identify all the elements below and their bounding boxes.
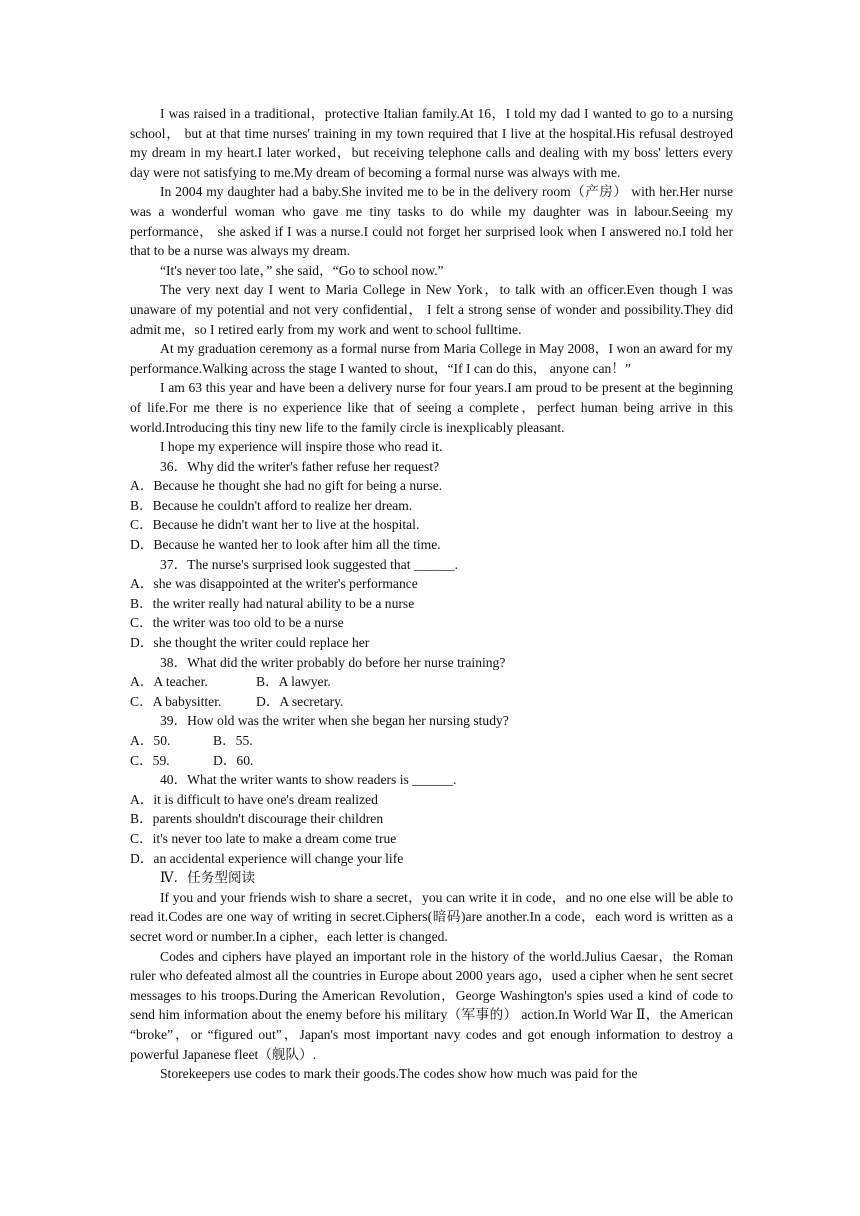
option-c: C．Because he didn't want her to live at the hospital.: [130, 517, 420, 533]
passage-paragraph: In 2004 my daughter had a baby.She invited me to be in the delivery room（产房） with her.Her nurse was a wonderful woman who gave me tiny tasks to do while my daughter was in labour.Seeing my performance， she asked if I was a nurse.I could not forget her surprised look when I answered no.I told her that to be a nurse was always my dream.: [130, 184, 733, 259]
option-a: A．she was disappointed at the writer's performance: [130, 576, 418, 592]
passage2-paragraph: If you and your friends wish to share a secret，you can write it in code，and no one else will be able to read it.Codes are one way of writing in secret.Ciphers(暗码)are another.In a code，each word is written as a secret word or number.In a cipher，each letter is changed.: [130, 889, 733, 944]
question-39: [130, 711, 733, 770]
option-d: D．Because he wanted her to look after him all the time.: [130, 537, 441, 553]
option-a: A．Because he thought she had no gift for being a nurse.: [130, 478, 443, 494]
option-a: A．it is difficult to have one's dream realized: [130, 791, 378, 807]
option-d: D．60.: [213, 752, 254, 768]
passage2-paragraph: Codes and ciphers have played an important role in the history of the world.Julius Caesar，the Roman ruler who defeated almost all the countries in Europe about 2000 years ago，used a cipher when he sent secret messages to his troops.During the American Revolution，George Washington's spies used a kind of code to send him information about the enemy before his military（军事的） action.In World War Ⅱ，the American “broke”，or “figured out”，Japan's most important navy codes and got enough information to destroy a powerful Japanese fleet（舰队）.: [130, 948, 733, 1062]
question-stem: 40．What the writer wants to show readers is ______.: [160, 772, 457, 788]
option-b: B．parents shouldn't discourage their children: [130, 811, 384, 827]
passage2-paragraph: Storekeepers use codes to mark their goods.The codes show how much was paid for the: [160, 1066, 638, 1082]
option-c: C．59.: [130, 752, 170, 768]
section-heading: Ⅳ．任务型阅读: [160, 870, 256, 886]
option-b: B．Because he couldn't afford to realize her dream.: [130, 497, 413, 513]
question-stem: 39．How old was the writer when she began her nursing study?: [160, 713, 509, 729]
question-40: [130, 770, 733, 868]
question-stem: 38．What did the writer probably do before her nurse training?: [160, 654, 506, 670]
passage-paragraph: I am 63 this year and have been a delivery nurse for four years.I am proud to be present at the beginning of life.For me there is no experience like that of seeing a complete，perfect human being arrive in this world.Introducing this tiny new life to the family circle is inexplicably pleasant.: [130, 380, 733, 435]
option-c: C．A babysitter.: [130, 693, 222, 709]
option-a: A．A teacher.: [130, 674, 208, 690]
passage-paragraph: At my graduation ceremony as a formal nurse from Maria College in May 2008，I won an award for my performance.Walking across the stage I wanted to shout，“If I can do this， anyone can！”: [130, 341, 733, 376]
option-d: D．she thought the writer could replace her: [130, 635, 370, 651]
document-page: [130, 104, 733, 1084]
question-37: [130, 555, 733, 653]
option-d: D．A secretary.: [256, 693, 344, 709]
option-b: B．55.: [213, 733, 253, 748]
option-b: B．A lawyer.: [256, 674, 331, 690]
option-c: C．the writer was too old to be a nurse: [130, 615, 344, 631]
question-38: [130, 653, 733, 712]
option-b: B．the writer really had natural ability to be a nurse: [130, 595, 415, 611]
question-36: [130, 457, 733, 555]
question-stem: 36．Why did the writer's father refuse her request?: [160, 458, 440, 474]
passage-paragraph: “It's never too late，” she said，“Go to school now.”: [160, 262, 444, 278]
passage-paragraph: I was raised in a traditional，protective Italian family.At 16，I told my dad I wanted to go to a nursing school， but at that time nurses' training in my town required that I live at the hospital.His refusal destroyed my dream in my heart.I later worked，but receiving telephone calls and dealing with my boss' letters every day were not satisfying to me.My dream of becoming a formal nurse was always with me.: [130, 106, 733, 180]
passage-paragraph: I hope my experience will inspire those who read it.: [160, 439, 443, 455]
option-d: D．an accidental experience will change your life: [130, 850, 404, 866]
question-stem: 37．The nurse's surprised look suggested that ______.: [160, 556, 459, 572]
option-a: A．50.: [130, 733, 171, 748]
option-c: C．it's never too late to make a dream come true: [130, 830, 397, 846]
passage-paragraph: The very next day I went to Maria College in New York，to talk with an officer.Even though I was unaware of my potential and not very confidential， I felt a strong sense of wonder and possibility.They did admit me，so I retired early from my work and went to school fulltime.: [130, 282, 733, 337]
